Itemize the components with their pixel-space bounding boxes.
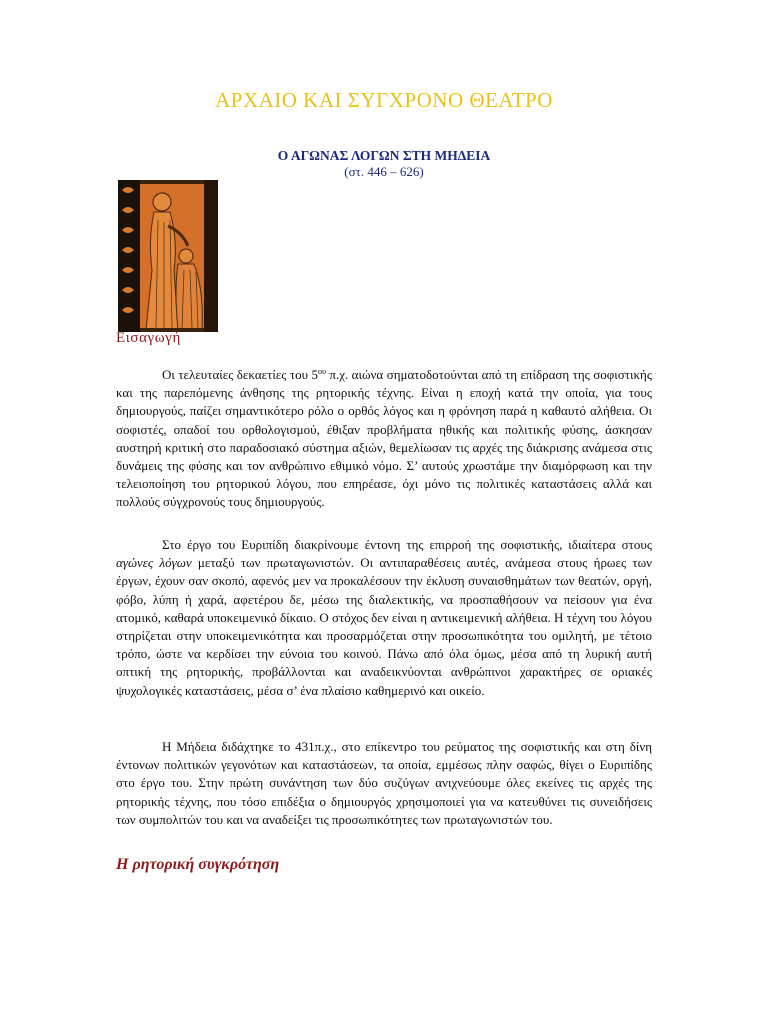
paragraph-1-rest: π.χ. αιώνα σηματοδοτούνται από τη επίδραση της σοφιστικής και της παρεπόμενης άνθησης της ρητορικής τέχνης. Είναι η εποχή κατά την οποία, για τους δημιουργούς, παίζει σημαντικότερο ρόλο ο ορθός λόγος και η φρόνηση παρά η καθαυτό αλήθεια. Οι σοφιστές, οπαδοί του ορθολογισμού, έθιξαν προβλήματα ηθικής και πολιτικής φύσης, άσκησαν αυστηρή κριτική στο παραδοσιακό σύστημα αξιών, θεμελίωσαν τις αρχές της διάκρισης ανάμεσα στις δυνάμεις της φύσης και τον ανθρώπινο εθιμικό νόμο. Σ’ αυτούς χρωστάμε την διαμόρφωση και την τελειοποίηση του ρητορικού λόγου, που επηρέασε, όχι μόνο τις πολιτικές καταστάσεις αλλά και πολλούς σύγχρονούς τους δημιουργούς. — [116, 367, 652, 510]
paragraph-2-start: Στο έργο του Ευριπίδη διακρίνουμε έντονη της επιρροή της σοφιστικής, ιδιαίτερα στους — [162, 537, 652, 552]
section-heading: Η ρητορική συγκρότηση — [116, 856, 280, 873]
century-superscript: ου — [317, 367, 326, 376]
vase-painting-icon — [118, 180, 218, 332]
paragraph-3-text: Η Μήδεια διδάχτηκε το 431π.χ., στο επίκεντρο του ρεύματος της σοφιστικής και στη δίνη έντονων πολιτικών γεγονότων και καταστάσεων, τα οποία, εμμέσως πλην σαφώς, θίγει ο Ευριπίδης στο έργο του. Στην πρώτη συνάντηση των δύο συζύγων ανιχνεύουμε όλες εκείνες τις αρχές της ρητορικής τέχνης, που τόσο επιδέξια ο δημιουργός χρησιμοποιεί για να κατευθύνει τις συνειδήσεις των συμπολιτών του και να αναδείξει τις προσωπικότητες των πρωταγωνιστών του. — [116, 739, 652, 827]
document-subtitle: Ο ΑΓΩΝΑΣ ΛΟΓΩΝ ΣΤΗ ΜΗΔΕΙΑ — [277, 148, 491, 163]
paragraph-2 — [116, 536, 652, 700]
paragraph-1-start: Οι τελευταίες δεκαετίες του 5 — [162, 367, 318, 382]
paragraph-2-rest: μεταξύ των πρωταγωνιστών. Οι αντιπαραθέσεις αυτές, ανάμεσα στους ήρωες των έργων, έχουν σαν σκοπό, αφενός μεν να προκαλέσουν την έκλυση συναισθημάτων των θεατών, οργή, φόβο, λύπη ή χαρά, αφετέρου δε, μέσω της διαλεκτικής, να προσπαθήσουν να πείσουν για ένα ατομικό, καθαρά υποκειμενικό δίκαιο. Ο στόχος δεν είναι η αντικειμενική αλήθεια. Η τέχνη του λόγου στηρίζεται στην υποκειμενικότητα και προσαρμόζεται στην προσωπικότητα του ομιλητή, με τέτοιο τρόπο, ώστε να κερδίσει την εύνοια του κοινού. Πάνω από όλα όμως, μέσα από τη λυρική αυτή οπτική της ρητορικής, προβάλλονται και αναδεικνύονται ανθρώπινοι χαρακτήρες σε οριακές ψυχολογικές καταστάσεις, μέσα σ’ ένα πλαίσιο καθημερινό και οικείο. — [116, 555, 652, 698]
paragraph-1 — [116, 366, 652, 512]
verse-range: (στ. 446 – 626) — [344, 164, 424, 179]
paragraph-3 — [116, 738, 652, 829]
page-title: ΑΡΧΑΙΟ ΚΑΙ ΣΥΓΧΡΟΝΟ ΘΕΑΤΡΟ — [215, 88, 553, 112]
intro-heading: Εισαγωγή — [116, 330, 181, 346]
paragraph-2-emphasis: αγώνες λόγων — [116, 555, 192, 571]
vase-painting-image — [118, 180, 218, 332]
